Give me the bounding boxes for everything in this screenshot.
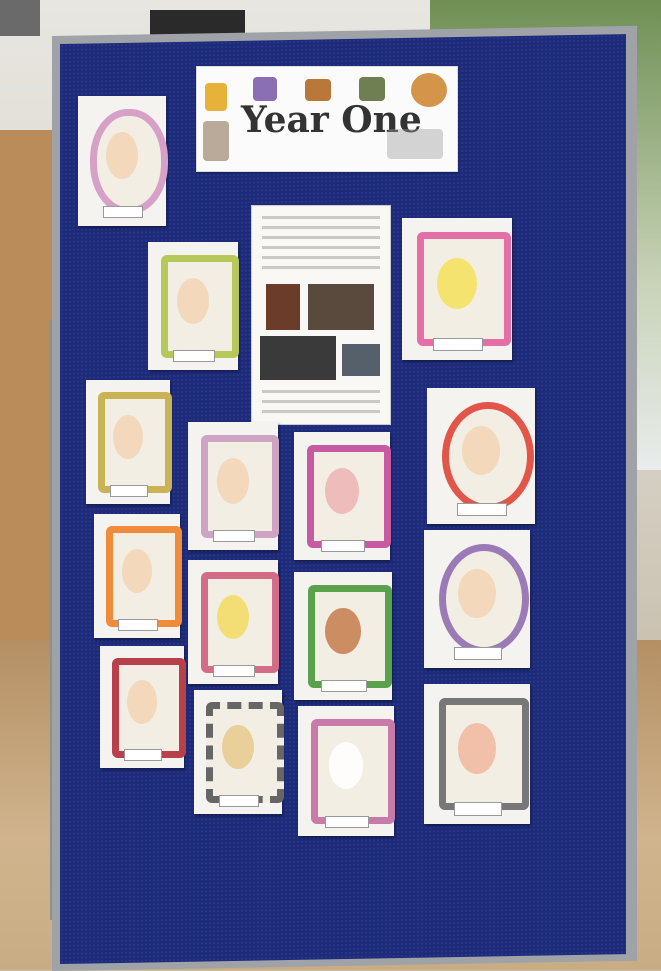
name-label	[457, 503, 507, 516]
artwork-card	[100, 646, 184, 768]
artwork-card	[94, 514, 180, 638]
artwork-card	[424, 684, 530, 824]
artwork-card	[424, 530, 530, 668]
artwork-face	[106, 132, 138, 179]
artwork-card	[86, 380, 170, 504]
artwork-face	[329, 742, 364, 789]
info-text-line	[262, 266, 380, 269]
hand-brush-icon	[387, 129, 443, 159]
info-card	[251, 205, 391, 425]
name-label	[219, 795, 260, 807]
info-text-line	[262, 400, 380, 403]
artwork-face	[127, 680, 157, 724]
easel-icon	[203, 121, 229, 161]
name-label	[321, 540, 365, 552]
easel-painting-icon	[359, 77, 385, 101]
artwork-face	[222, 725, 254, 770]
photo-thumbnail	[266, 284, 300, 330]
name-label	[454, 647, 503, 660]
artwork-face	[458, 569, 496, 619]
artwork-card	[188, 560, 278, 684]
name-label	[103, 206, 144, 218]
artwork-card	[294, 432, 390, 560]
photo-thumbnail	[308, 284, 374, 330]
title-sign	[196, 66, 458, 172]
artwork-card	[427, 388, 535, 524]
name-label	[124, 749, 163, 761]
title-text: Year One	[241, 99, 422, 141]
paint-tubes-icon	[205, 83, 227, 111]
artwork-card	[194, 690, 282, 814]
info-text-line	[262, 216, 380, 219]
name-label	[213, 530, 255, 542]
artwork-card	[294, 572, 392, 700]
name-label	[321, 680, 366, 692]
name-label	[118, 619, 158, 631]
name-label	[325, 816, 369, 828]
artwork-face	[177, 278, 209, 324]
portrait-icon	[253, 77, 277, 101]
artwork-face	[325, 608, 360, 654]
name-label	[173, 350, 215, 362]
name-label	[433, 338, 483, 351]
info-text-line	[262, 390, 380, 393]
name-label	[213, 665, 255, 677]
info-text-line	[262, 226, 380, 229]
info-text-line	[262, 246, 380, 249]
info-text-line	[262, 236, 380, 239]
name-label	[454, 802, 503, 815]
info-text-line	[262, 410, 380, 413]
photo-thumbnail	[260, 336, 336, 380]
artwork-card	[148, 242, 238, 370]
artwork-card	[298, 706, 394, 836]
artwork-face	[458, 723, 496, 773]
artwork-face	[217, 458, 249, 504]
photo-thumbnail	[342, 344, 380, 376]
brushes-icon	[305, 79, 331, 101]
artwork-face	[462, 426, 501, 475]
artwork-card	[402, 218, 512, 360]
artwork-card	[188, 422, 278, 550]
artwork-face	[437, 258, 477, 309]
artwork-face	[325, 468, 360, 514]
artwork-face	[113, 415, 143, 460]
artwork-card	[78, 96, 166, 226]
dark-corner	[0, 0, 40, 36]
info-text-line	[262, 256, 380, 259]
name-label	[110, 485, 149, 497]
